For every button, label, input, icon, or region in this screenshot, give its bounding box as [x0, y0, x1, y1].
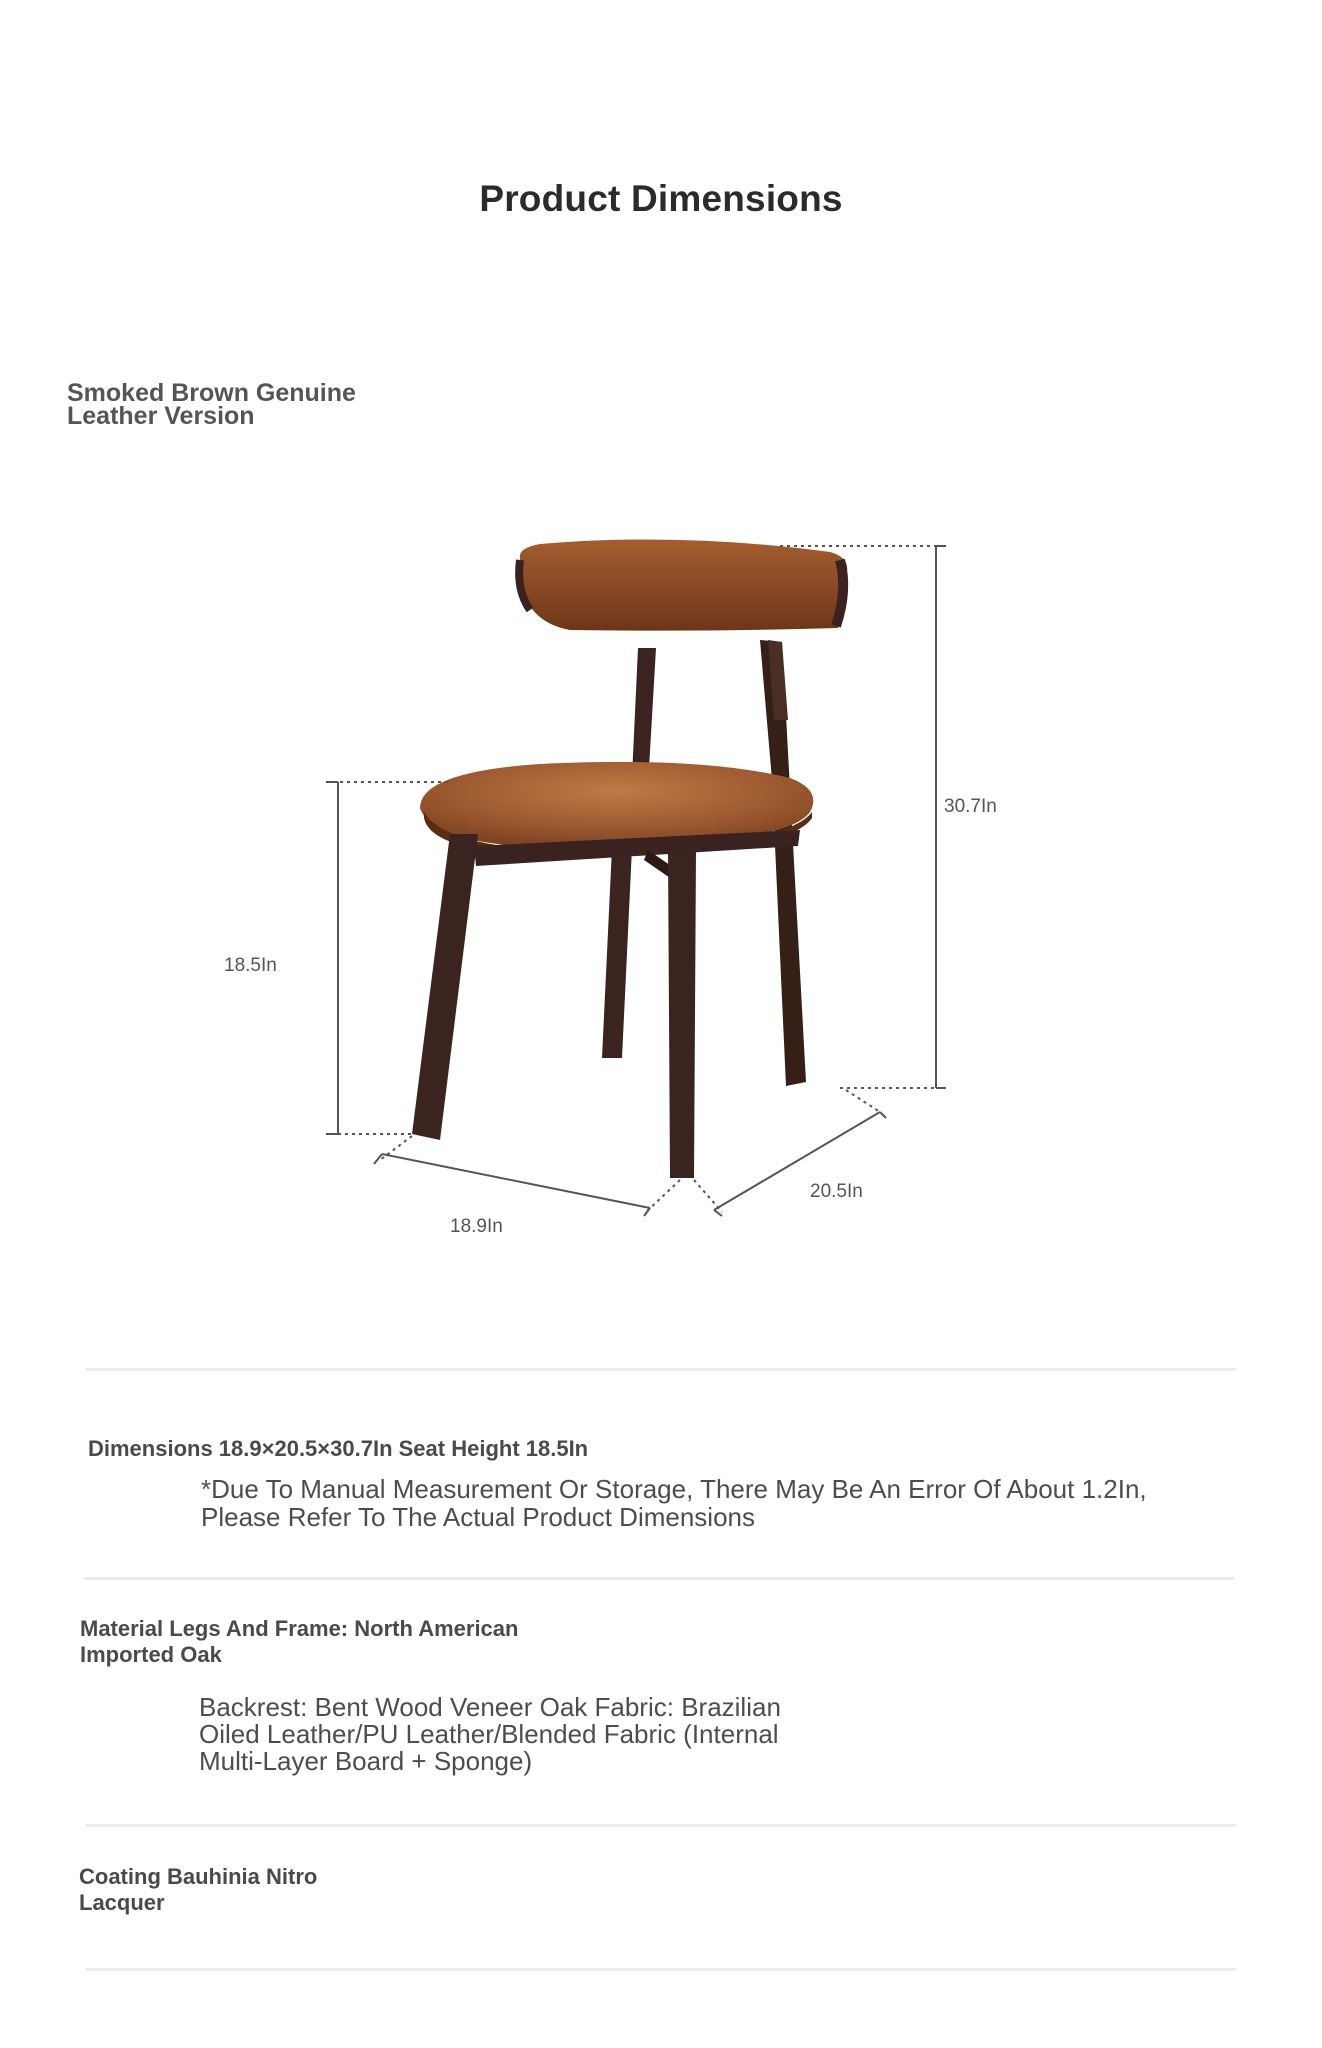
rear-leg-right	[760, 640, 806, 1086]
version-label: Smoked Brown Genuine Leather Version	[67, 379, 356, 430]
divider	[86, 1968, 1236, 1971]
page-title: Product Dimensions	[479, 178, 843, 219]
material-heading: Material Legs And Frame: North American Imported Oak	[80, 1616, 519, 1667]
dimensions-heading: Dimensions 18.9×20.5×30.7In Seat Height 18.5In	[88, 1436, 589, 1461]
front-leg-center	[668, 850, 696, 1178]
depth-dimension-label: 20.5In	[810, 1181, 863, 1202]
divider	[86, 1824, 1236, 1827]
backrest	[519, 540, 847, 631]
material-detail: Backrest: Bent Wood Veneer Oak Fabric: Brazilian Oiled Leather/PU Leather/Blended Fabric (Internal Multi-Layer Board + Sponge)	[199, 1692, 781, 1776]
coating-heading: Coating Bauhinia Nitro Lacquer	[79, 1864, 318, 1915]
dimensions-note: *Due To Manual Measurement Or Storage, There May Be An Error Of About 1.2In, Please Refer To The Actual Product Dimensions	[201, 1474, 1147, 1532]
divider	[86, 1368, 1236, 1371]
divider	[84, 1577, 1234, 1580]
front-leg-left	[412, 834, 478, 1140]
seat-height-dimension-label: 18.5In	[224, 955, 277, 976]
width-dimension-label: 18.9In	[450, 1216, 503, 1237]
height-dimension-label: 30.7In	[944, 796, 997, 817]
